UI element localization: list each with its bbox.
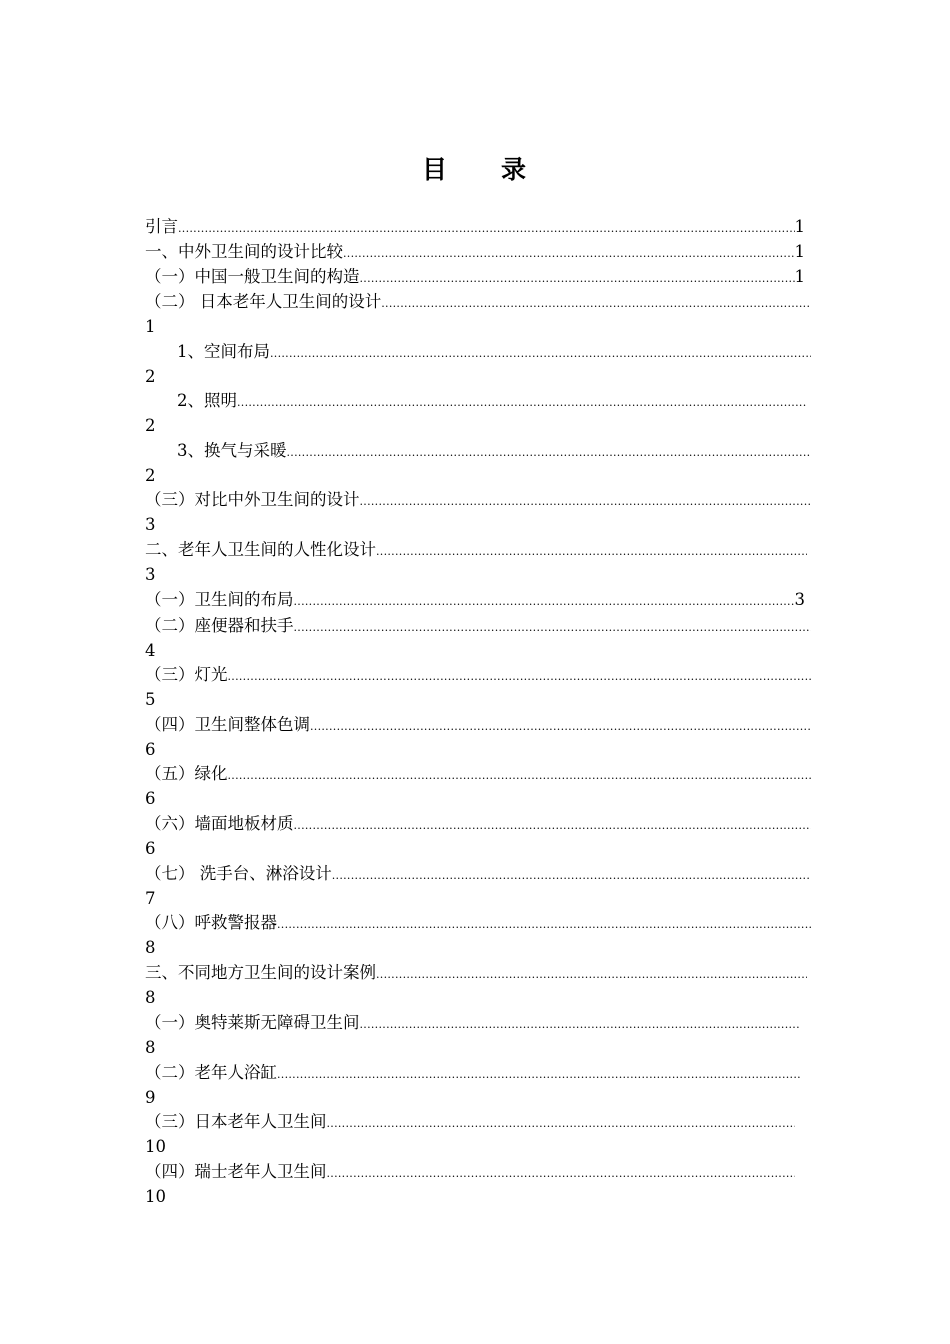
toc-entry[interactable] bbox=[145, 538, 807, 562]
toc-page: 2 bbox=[145, 416, 156, 435]
toc-page: 2 bbox=[145, 367, 156, 386]
toc-label: （六）墙面地板材质 bbox=[145, 814, 294, 833]
toc-entry[interactable] bbox=[145, 1160, 795, 1184]
toc-entry[interactable] bbox=[177, 340, 811, 364]
toc-page: 10 bbox=[145, 1187, 166, 1206]
toc-page: 3 bbox=[794, 590, 805, 609]
toc-page: 6 bbox=[145, 839, 156, 858]
toc-entry[interactable] bbox=[145, 240, 805, 264]
toc-entry[interactable] bbox=[145, 911, 811, 935]
toc-page: 4 bbox=[145, 641, 156, 660]
toc-label: （二）座便器和扶手 bbox=[145, 616, 294, 635]
toc-label: （一）卫生间的布局 bbox=[145, 590, 294, 609]
toc-page: 1 bbox=[794, 242, 805, 261]
toc-entry[interactable] bbox=[145, 1011, 800, 1035]
title-char-2: 录 bbox=[501, 155, 529, 184]
toc-page: 6 bbox=[145, 740, 156, 759]
toc-entry[interactable] bbox=[145, 663, 811, 687]
toc-label: 一、中外卫生间的设计比较 bbox=[145, 242, 343, 261]
toc-entry[interactable] bbox=[145, 290, 811, 314]
toc-page: 1 bbox=[794, 267, 805, 286]
toc-label: 引言 bbox=[145, 217, 178, 236]
toc-label: 1、空间布局 bbox=[177, 342, 270, 361]
toc-page: 8 bbox=[145, 1038, 156, 1057]
toc-entry[interactable] bbox=[145, 961, 807, 985]
toc-label: 2、照明 bbox=[177, 391, 237, 410]
toc-page: 2 bbox=[145, 466, 156, 485]
toc-entry[interactable] bbox=[145, 713, 811, 737]
toc-entry[interactable] bbox=[145, 588, 805, 612]
toc-label: （三）日本老年人卫生间 bbox=[145, 1112, 327, 1131]
toc-label: （四）卫生间整体色调 bbox=[145, 715, 310, 734]
toc-page: 8 bbox=[145, 938, 156, 957]
toc-entry[interactable] bbox=[145, 215, 805, 239]
toc-page: 1 bbox=[145, 317, 156, 336]
toc-label: （三）灯光 bbox=[145, 665, 228, 684]
toc-page: 3 bbox=[145, 565, 156, 584]
toc-entry[interactable] bbox=[145, 1061, 800, 1085]
toc-entry[interactable] bbox=[145, 812, 811, 836]
toc-page: 7 bbox=[145, 889, 156, 908]
toc-label: （八）呼救警报器 bbox=[145, 913, 277, 932]
toc-label: （二） 日本老年人卫生间的设计 bbox=[145, 292, 382, 311]
toc-entry[interactable] bbox=[145, 762, 811, 786]
toc-entry[interactable] bbox=[145, 1110, 795, 1134]
toc-page: 9 bbox=[145, 1088, 156, 1107]
title-char-1: 目 bbox=[421, 155, 449, 184]
toc-label: 二、老年人卫生间的人性化设计 bbox=[145, 540, 376, 559]
toc-page: 6 bbox=[145, 789, 156, 808]
toc-page: 5 bbox=[145, 690, 156, 709]
toc-label: （五）绿化 bbox=[145, 764, 228, 783]
toc-entry[interactable] bbox=[145, 862, 811, 886]
toc-label: （一）中国一般卫生间的构造 bbox=[145, 267, 360, 286]
toc-entry[interactable] bbox=[177, 439, 811, 463]
toc-label: （四）瑞士老年人卫生间 bbox=[145, 1162, 327, 1181]
toc-label: （二）老年人浴缸 bbox=[145, 1063, 277, 1082]
toc-entry[interactable] bbox=[145, 488, 811, 512]
toc-label: （三）对比中外卫生间的设计 bbox=[145, 490, 360, 509]
toc-page: 10 bbox=[145, 1137, 166, 1156]
toc-page: 8 bbox=[145, 988, 156, 1007]
toc-label: 3、换气与采暖 bbox=[177, 441, 287, 460]
toc-label: （七） 洗手台、淋浴设计 bbox=[145, 864, 332, 883]
toc-label: （一）奥特莱斯无障碍卫生间 bbox=[145, 1013, 360, 1032]
toc-label: 三、不同地方卫生间的设计案例 bbox=[145, 963, 376, 982]
toc-entry[interactable] bbox=[177, 389, 807, 413]
toc-page: 3 bbox=[145, 515, 156, 534]
toc-page: 1 bbox=[794, 217, 805, 236]
toc-entry[interactable] bbox=[145, 614, 811, 638]
toc-entry[interactable] bbox=[145, 265, 805, 289]
